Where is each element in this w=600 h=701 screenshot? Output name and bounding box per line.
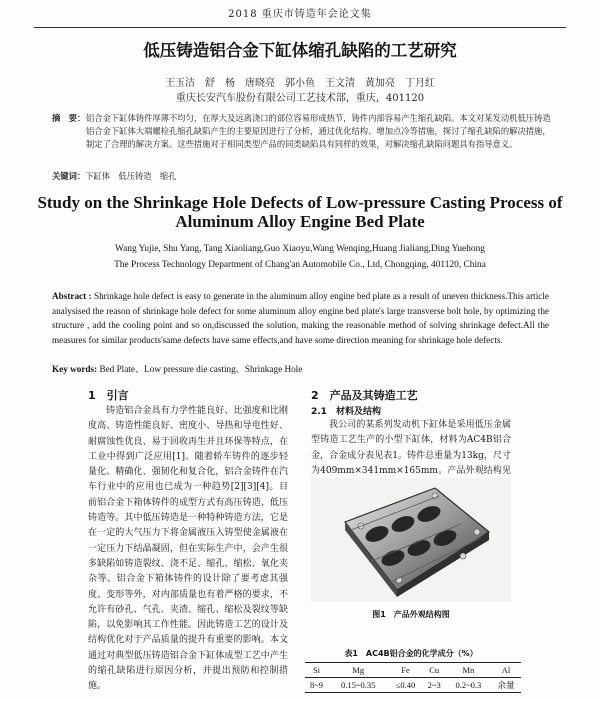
abstract-en-text: Shrinkage hole defect is easy to generate in the aluminum alloy engine bed plate as a result of uneven thickness.This article analysised the reason of shrinkage hole defect for some aluminum alloy engine bed plate's large transverse bolt hole, by optimizing the structure , add the cooling point and so on,discussed the solution, making the reasonable method of solving shrinkage defect.All the measures for similar products'same defects have same effects,and have some direction meaning for shrinkage hole defects.	[52, 291, 549, 345]
authors-cn: 王玉洁 舒 杨 唐晓亮 郭小鱼 王文清 黄加亮 丁月红	[165, 78, 435, 89]
paper-title-en	[0, 193, 600, 231]
table-1-caption: 表1 AC4B铝合金的化学成分（%）	[344, 649, 478, 658]
table-cell-fe: ≤0.40	[388, 678, 422, 693]
keywords-cn-text: 下缸体 低压铸造 缩孔	[85, 171, 177, 181]
paper-title-cn: 低压铸造铝合金下缸体缩孔缺陷的工艺研究	[143, 41, 457, 60]
table-header-fe: Fe	[388, 663, 422, 678]
table-header-cu: Cu	[423, 663, 446, 678]
table-cell-cu: 2~3	[423, 678, 446, 693]
keywords-cn	[52, 170, 176, 182]
section-2-paragraph: 我公司的某系列发动机下缸体是采用低压金属型铸造工艺生产的小型下缸体，材料为AC4B铝合金，合金成分表见表1。铸件总重量为13kg，尺寸为409mm×341mm×165mm。产品外观结构见	[311, 420, 511, 476]
keywords-en-label: Key words:	[52, 364, 98, 374]
table-row	[305, 678, 521, 693]
abstract-cn-label: 摘 要：	[52, 113, 86, 123]
table-header-mg: Mg	[328, 663, 388, 678]
left-column	[88, 387, 288, 695]
section-1-heading: 1 引言	[88, 389, 129, 402]
keywords-en-text: Bed Plate、Low pressure die casting、Shrinkage Hole	[99, 364, 303, 374]
authors-en: Wang Yujie, Shu Yang, Tang Xiaoliang,Guo Xiaoyu,Wang Wenqing,Huang Jialiang,Ding Yuehong	[115, 244, 485, 254]
paper-title-en-line1: Study on the Shrinkage Hole Defects of Low-pressure Casting Process of	[37, 193, 563, 212]
table-header-al: Al	[491, 663, 521, 678]
table-header-si: Si	[305, 663, 328, 678]
abstract-cn-text: 铝合金下缸体铸件厚薄不均匀，在厚大及远离浇口的部位容易形成热节，铸件内部容易产生缩孔缺陷。本文对某发动机低压铸造铝合金下缸体大端螺栓孔缩孔缺陷产生的主要原因进行了分析，通过优化结构、增加点冷等措施，探讨了缩孔缺陷的解决措施，制定了合理的解决方案。这些措施对于相同类型产品的同类缺陷具有同样的效果，对解决缩孔缺陷问题具有指导意义。	[86, 113, 551, 150]
abstract-en-label: Abstract :	[52, 291, 92, 301]
table-cell-mn: 0.2~0.3	[446, 678, 491, 693]
abstract-en	[52, 289, 549, 347]
paper-title-en-line2: Aluminum Alloy Engine Bed Plate	[175, 212, 425, 231]
composition-table	[305, 662, 521, 693]
section-2-1-heading: 2.1 材料及结构	[311, 407, 381, 417]
table-cell-si: 8~9	[305, 678, 328, 693]
affiliation-cn: 重庆长安汽车股份有限公司工艺技术部，重庆，401120	[175, 93, 425, 104]
abstract-cn	[52, 112, 552, 150]
figure-1-caption: 图1 产品外观结构图	[372, 610, 450, 619]
keywords-en	[52, 361, 549, 375]
table-header-mn: Mn	[446, 663, 491, 678]
section-2-heading: 2 产品及其铸造工艺	[311, 389, 418, 402]
engine-bed-plate-casting-photo	[311, 478, 511, 602]
running-header: 2018 重庆市铸造年会论文集	[34, 5, 566, 28]
table-cell-mg: 0.15~0.35	[328, 678, 388, 693]
keywords-cn-label: 关键词：	[52, 171, 86, 181]
table-cell-al: 余量	[491, 678, 521, 693]
section-1-paragraph: 铸造铝合金具有力学性能良好、比强度和比刚度高、铸造性能良好、密度小、导热和导电性好、耐腐蚀性优良、易于回收再生并且环保等特点，在工业中得到广泛应用[1]。随着轿车铸件的逐步轻量化、精确化、强韧化和复合化，铝合金铸件在汽车行业中的应用也已成为一种趋势[2][3][4]。目前铝合金下箱体铸件的成型方式有高压铸造、低压铸造等。其中低压铸造是一种特种铸造方法，它是在一定的大气压力下将金属液压入铸型使金属液在一定压力下结晶凝固，但在实际生产中，会产生很多缺陷如铸造裂纹、浇不足、缩孔、缩松、氧化夹杂等。铝合金下箱体铸件的设计除了要考虑其强度、变形等外，对内部质量也有着严格的要求，不允许有砂孔、气孔、夹渣、缩孔、缩松及裂纹等缺陷，以免影响其工作性能。因此铸造工艺的设计及结构优化对于产品质量的提升有重要的影响。本文通过对典型低压铸造铝合金下缸体成型工艺中产生的缩孔缺陷进行原因分析，并提出预防和控制措施。	[88, 406, 288, 692]
affiliation-en: The Process Technology Department of Chang'an Automobile Co., Ltd, Chongqing, 401120, China	[114, 260, 486, 270]
